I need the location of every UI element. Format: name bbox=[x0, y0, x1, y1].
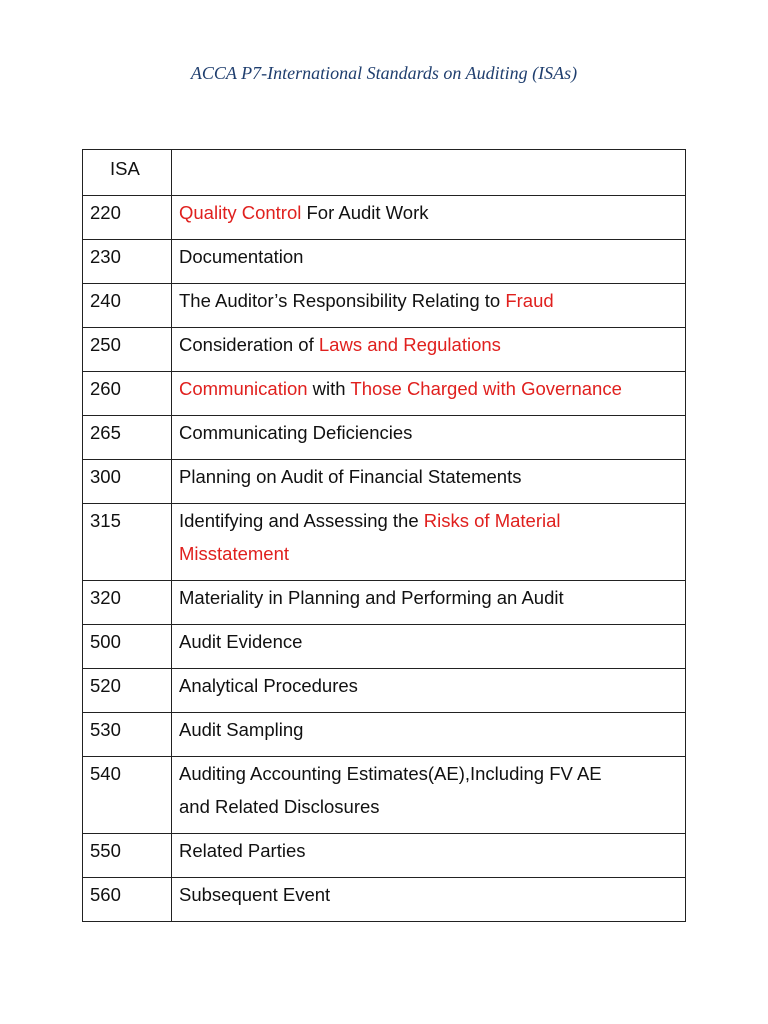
description-text: Identifying and Assessing the bbox=[179, 510, 424, 531]
highlighted-text: Communication bbox=[179, 378, 308, 399]
highlighted-text: Quality Control bbox=[179, 202, 302, 223]
table-row bbox=[83, 196, 686, 240]
table-row bbox=[83, 416, 686, 460]
description-text: For Audit Work bbox=[301, 202, 429, 223]
isa-number-cell: 500 bbox=[83, 625, 172, 669]
isa-number-cell: 560 bbox=[83, 878, 172, 922]
isa-description-cell bbox=[172, 460, 686, 504]
isa-description-cell bbox=[172, 878, 686, 922]
description-text: Auditing Accounting Estimates(AE),Including FV AE and Related Disclosures bbox=[179, 763, 602, 817]
isa-table-body bbox=[83, 150, 686, 922]
isa-number-cell: 550 bbox=[83, 834, 172, 878]
isa-number-cell: 220 bbox=[83, 196, 172, 240]
table-row bbox=[83, 328, 686, 372]
document-title: ACCA P7-International Standards on Auditing (ISAs) bbox=[190, 63, 578, 83]
table-row bbox=[83, 625, 686, 669]
description-text: Documentation bbox=[179, 246, 304, 267]
isa-number-cell: 230 bbox=[83, 240, 172, 284]
isa-description-cell bbox=[172, 625, 686, 669]
isa-description-cell bbox=[172, 416, 686, 460]
table-row bbox=[83, 713, 686, 757]
isa-description-cell bbox=[172, 757, 686, 834]
description-text: Audit Sampling bbox=[179, 719, 304, 740]
isa-number-cell: 540 bbox=[83, 757, 172, 834]
isa-description-cell bbox=[172, 372, 686, 416]
isa-number-cell: 315 bbox=[83, 504, 172, 581]
table-row bbox=[83, 878, 686, 922]
table-row bbox=[83, 460, 686, 504]
description-text: Related Parties bbox=[179, 840, 306, 861]
description-text: Audit Evidence bbox=[179, 631, 303, 652]
table-row bbox=[83, 757, 686, 834]
header-description-cell bbox=[172, 150, 686, 196]
isa-description-cell bbox=[172, 669, 686, 713]
isa-number-cell: 240 bbox=[83, 284, 172, 328]
table-row bbox=[83, 504, 686, 581]
description-text: with bbox=[307, 378, 351, 399]
table-row bbox=[83, 669, 686, 713]
isa-description-cell bbox=[172, 713, 686, 757]
isa-description-cell bbox=[172, 581, 686, 625]
highlighted-text: Fraud bbox=[505, 290, 554, 311]
isa-description-cell bbox=[172, 834, 686, 878]
description-text: Planning on Audit of Financial Statements bbox=[179, 466, 522, 487]
isa-number-cell: 300 bbox=[83, 460, 172, 504]
isa-description-cell bbox=[172, 504, 686, 581]
isa-description-cell bbox=[172, 196, 686, 240]
isa-description-cell bbox=[172, 240, 686, 284]
isa-number-cell: 320 bbox=[83, 581, 172, 625]
highlighted-text: Risks of Material Misstatement bbox=[179, 510, 561, 564]
highlighted-text: Laws and Regulations bbox=[318, 334, 501, 355]
table-row bbox=[83, 284, 686, 328]
isa-number-cell: 520 bbox=[83, 669, 172, 713]
table-header-row bbox=[83, 150, 686, 196]
description-text: Analytical Procedures bbox=[179, 675, 358, 696]
description-text: Consideration of bbox=[179, 334, 319, 355]
description-text: Materiality in Planning and Performing an Audit bbox=[179, 587, 564, 608]
isa-table bbox=[82, 149, 686, 922]
description-text: The Auditor’s Responsibility Relating to bbox=[179, 290, 506, 311]
table-row bbox=[83, 240, 686, 284]
isa-number-cell: 265 bbox=[83, 416, 172, 460]
isa-description-cell bbox=[172, 328, 686, 372]
highlighted-text: Those Charged with Governance bbox=[350, 378, 622, 399]
table-row bbox=[83, 581, 686, 625]
table-row bbox=[83, 834, 686, 878]
description-text: Communicating Deficiencies bbox=[179, 422, 413, 443]
isa-number-cell: 260 bbox=[83, 372, 172, 416]
header-isa-cell: ISA bbox=[83, 150, 172, 196]
isa-description-cell bbox=[172, 284, 686, 328]
isa-number-cell: 250 bbox=[83, 328, 172, 372]
isa-number-cell: 530 bbox=[83, 713, 172, 757]
description-text: Subsequent Event bbox=[179, 884, 331, 905]
table-row bbox=[83, 372, 686, 416]
